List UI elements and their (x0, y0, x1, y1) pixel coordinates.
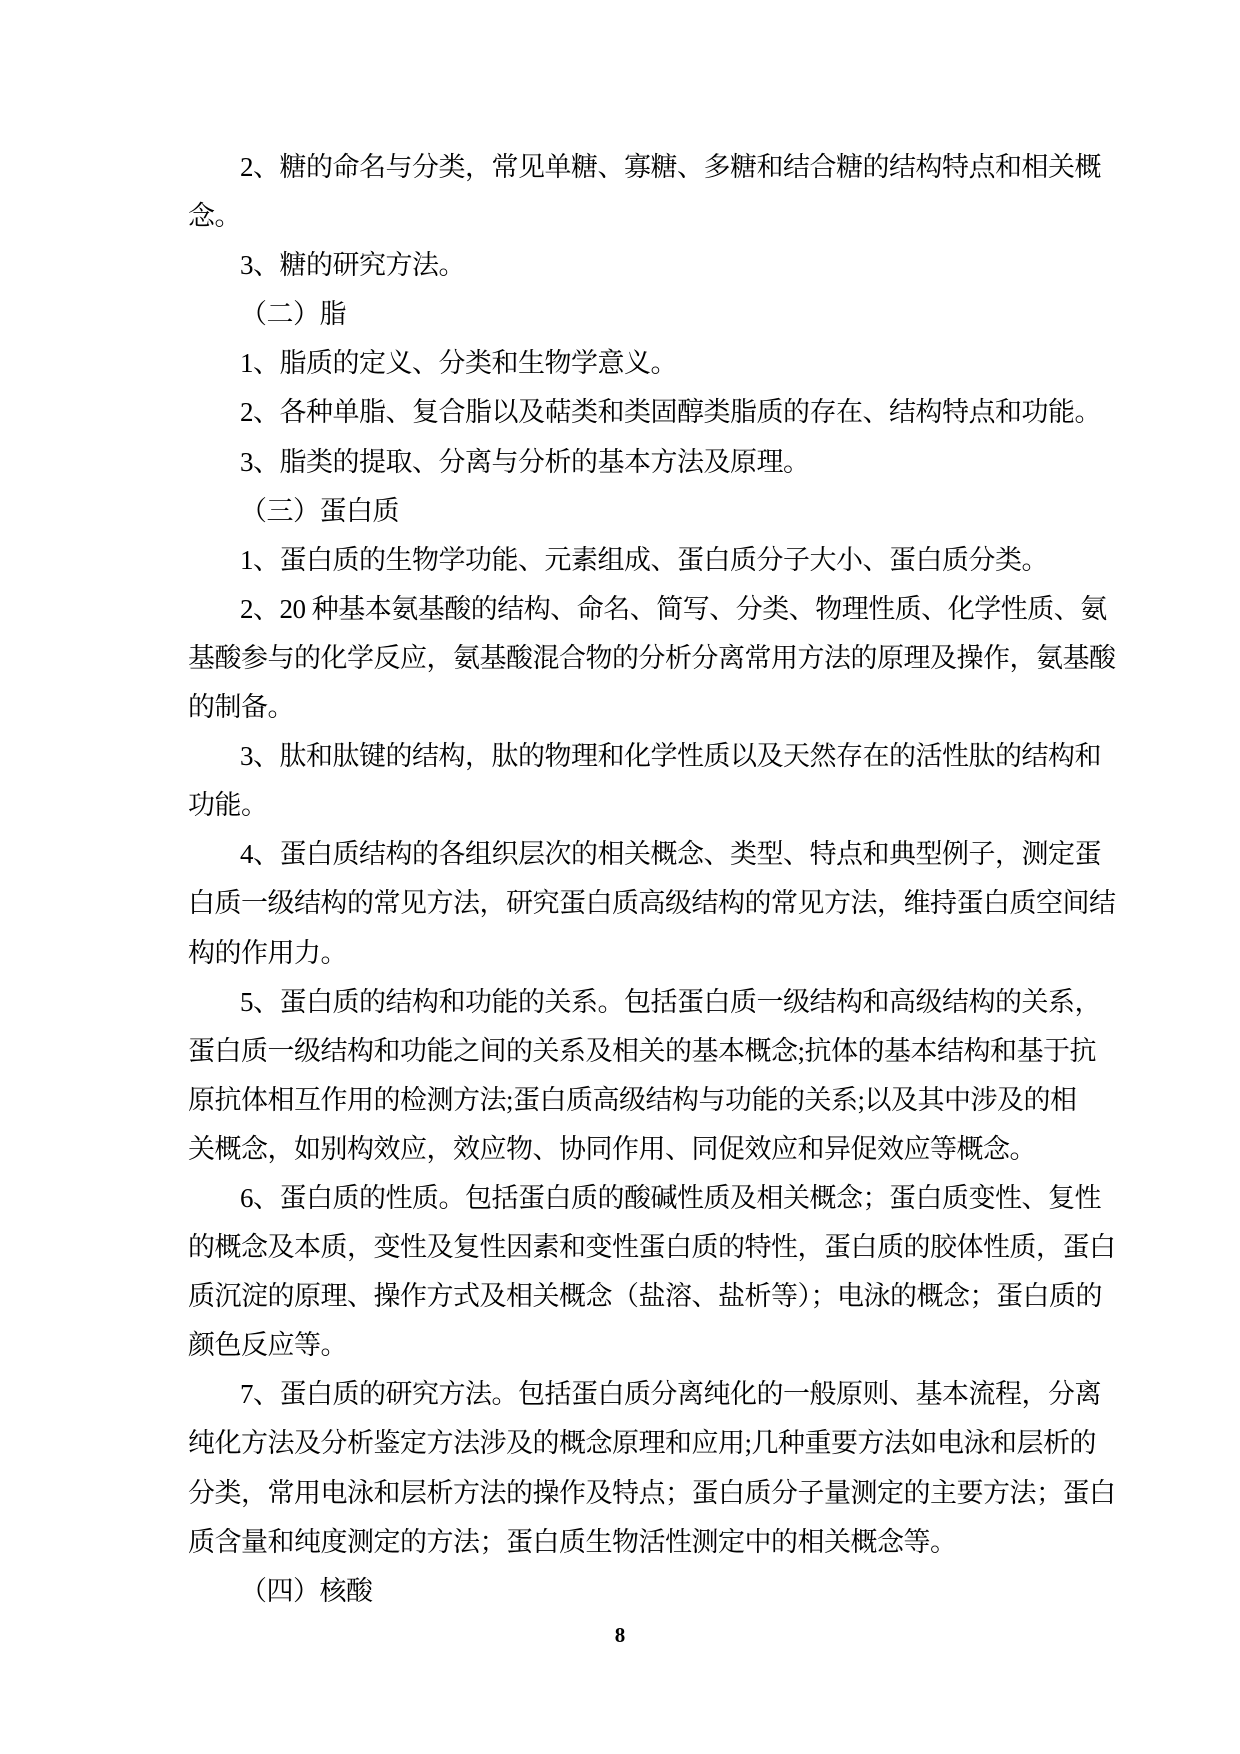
text-line: 念。 (188, 201, 241, 232)
text-line: 颜色反应等。 (188, 1330, 347, 1361)
text-line: 4、蛋白质结构的各组织层次的相关概念、类型、特点和典型例子，测定蛋 (240, 839, 1101, 870)
text-line: （四）核酸 (240, 1575, 373, 1606)
syllabus-item (188, 830, 1148, 977)
syllabus-item (188, 438, 1148, 487)
text-line: 6、蛋白质的性质。包括蛋白质的酸碱性质及相关概念；蛋白质变性、复性 (240, 1182, 1101, 1213)
text-line: （二）脂 (240, 299, 346, 330)
text-line: 基酸参与的化学反应，氨基酸混合物的分析分离常用方法的原理及操作，氨基酸 (188, 642, 1116, 673)
syllabus-item (188, 339, 1148, 388)
syllabus-item (188, 143, 1148, 241)
text-line: 质含量和纯度测定的方法；蛋白质生物活性测定中的相关概念等。 (188, 1526, 957, 1557)
syllabus-item (188, 241, 1148, 290)
text-line: 质沉淀的原理、操作方式及相关概念（盐溶、盐析等）；电泳的概念；蛋白质的 (188, 1281, 1102, 1312)
text-line: 3、脂类的提取、分离与分析的基本方法及原理。 (240, 446, 810, 477)
text-line: 7、蛋白质的研究方法。包括蛋白质分离纯化的一般原则、基本流程，分离 (240, 1379, 1101, 1410)
text-line: 白质一级结构的常见方法，研究蛋白质高级结构的常见方法，维持蛋白质空间结 (188, 888, 1116, 919)
text-line: （三）蛋白质 (240, 495, 399, 526)
syllabus-item (188, 388, 1148, 437)
text-line: 3、糖的研究方法。 (240, 250, 465, 281)
text-line: 2、20 种基本氨基酸的结构、命名、简写、分类、物理性质、化学性质、氨 (240, 593, 1107, 624)
section-heading (188, 1567, 1148, 1616)
syllabus-item (188, 536, 1148, 585)
syllabus-item (188, 1174, 1148, 1370)
text-line: 原抗体相互作用的检测方法;蛋白质高级结构与功能的关系;以及其中涉及的相 (188, 1084, 1077, 1115)
text-line: 2、糖的命名与分类，常见单糖、寡糖、多糖和结合糖的结构特点和相关概 (240, 152, 1101, 182)
page-number: 8 (614, 1623, 626, 1647)
syllabus-item (188, 732, 1148, 830)
text-line: 1、蛋白质的生物学功能、元素组成、蛋白质分子大小、蛋白质分类。 (240, 544, 1048, 575)
text-line: 纯化方法及分析鉴定方法涉及的概念原理和应用;几种重要方法如电泳和层析的 (188, 1428, 1096, 1459)
syllabus-item (188, 1370, 1148, 1566)
text-line: 1、脂质的定义、分类和生物学意义。 (240, 348, 677, 379)
syllabus-item (188, 585, 1148, 732)
text-line: 构的作用力。 (188, 937, 347, 968)
document-body (188, 143, 1148, 1616)
text-line: 蛋白质一级结构和功能之间的关系及相关的基本概念;抗体的基本结构和基于抗 (188, 1035, 1096, 1066)
text-line: 的概念及本质，变性及复性因素和变性蛋白质的特性，蛋白质的胶体性质，蛋白 (188, 1232, 1116, 1263)
syllabus-item (188, 978, 1148, 1174)
text-line: 3、肽和肽键的结构，肽的物理和化学性质以及天然存在的活性肽的结构和 (240, 741, 1101, 772)
section-heading (188, 290, 1148, 339)
text-line: 分类，常用电泳和层析方法的操作及特点；蛋白质分子量测定的主要方法；蛋白 (188, 1477, 1116, 1508)
text-line: 功能。 (188, 790, 268, 821)
text-line: 2、各种单脂、复合脂以及萜类和类固醇类脂质的存在、结构特点和功能。 (240, 397, 1101, 428)
text-line: 的制备。 (188, 692, 294, 723)
section-heading (188, 487, 1148, 536)
text-line: 5、蛋白质的结构和功能的关系。包括蛋白质一级结构和高级结构的关系， (240, 986, 1101, 1017)
text-line: 关概念，如别构效应，效应物、协同作用、同促效应和异促效应等概念。 (188, 1133, 1036, 1164)
